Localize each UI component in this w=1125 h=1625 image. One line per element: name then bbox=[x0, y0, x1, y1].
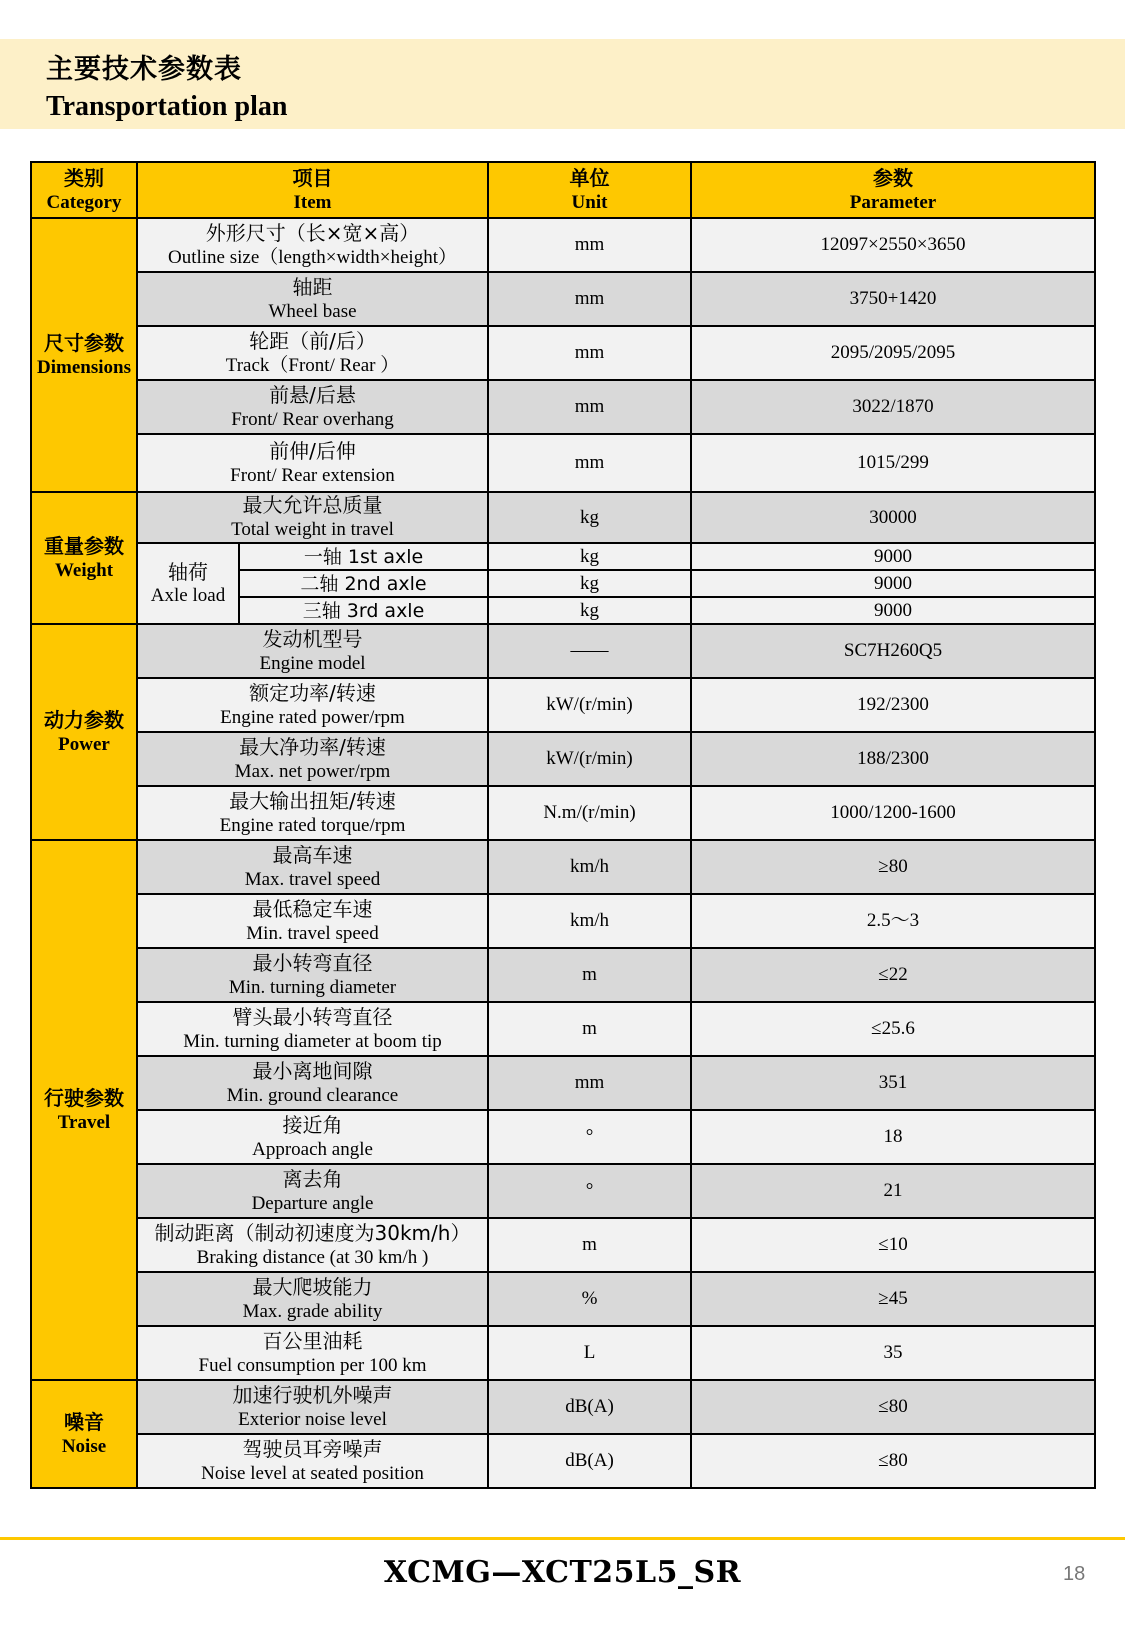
table-row bbox=[31, 678, 1095, 732]
table-row bbox=[31, 1110, 1095, 1164]
page-title-en: Transportation plan bbox=[46, 91, 288, 122]
footer-divider bbox=[0, 1537, 1125, 1540]
table-row bbox=[31, 1326, 1095, 1380]
value-cell: 2.5～3 bbox=[691, 894, 1095, 948]
table-row bbox=[31, 380, 1095, 434]
value-cell: 9000 bbox=[691, 543, 1095, 570]
unit-cell: kW/(r/min) bbox=[488, 732, 691, 786]
unit-cell: mm bbox=[488, 272, 691, 326]
unit-cell: mm bbox=[488, 1056, 691, 1110]
table-header-row bbox=[31, 162, 1095, 218]
page-title-cn: 主要技术参数表 bbox=[46, 54, 242, 85]
table-row bbox=[31, 1056, 1095, 1110]
unit-cell: m bbox=[488, 948, 691, 1002]
value-cell: ≤80 bbox=[691, 1434, 1095, 1488]
unit-cell: kg bbox=[488, 597, 691, 624]
table-row bbox=[31, 894, 1095, 948]
category-dimensions: 尺寸参数 Dimensions bbox=[31, 218, 137, 492]
category-weight: 重量参数 Weight bbox=[31, 492, 137, 624]
item-cell: 最大输出扭矩/转速 Engine rated torque/rpm bbox=[137, 786, 488, 840]
unit-cell: —— bbox=[488, 624, 691, 678]
spec-table bbox=[30, 161, 1096, 1489]
value-cell: 1015/299 bbox=[691, 434, 1095, 492]
value-cell: ≤25.6 bbox=[691, 1002, 1095, 1056]
unit-cell: km/h bbox=[488, 840, 691, 894]
unit-cell: L bbox=[488, 1326, 691, 1380]
value-cell: 188/2300 bbox=[691, 732, 1095, 786]
unit-cell: mm bbox=[488, 434, 691, 492]
col-header-item: 项目 Item bbox=[137, 162, 488, 218]
table-row bbox=[31, 1380, 1095, 1434]
unit-cell: ° bbox=[488, 1164, 691, 1218]
unit-cell: % bbox=[488, 1272, 691, 1326]
unit-cell: km/h bbox=[488, 894, 691, 948]
table-row bbox=[31, 1002, 1095, 1056]
unit-cell: ° bbox=[488, 1110, 691, 1164]
unit-cell: m bbox=[488, 1002, 691, 1056]
value-cell: SC7H260Q5 bbox=[691, 624, 1095, 678]
table-row bbox=[31, 732, 1095, 786]
value-cell: 3750+1420 bbox=[691, 272, 1095, 326]
item-cell: 前伸/后伸 Front/ Rear extension bbox=[137, 434, 488, 492]
item-cell: 最小转弯直径 Min. turning diameter bbox=[137, 948, 488, 1002]
value-cell: 1000/1200-1600 bbox=[691, 786, 1095, 840]
item-cell: 驾驶员耳旁噪声 Noise level at seated position bbox=[137, 1434, 488, 1488]
item-cell: 最大爬坡能力 Max. grade ability bbox=[137, 1272, 488, 1326]
axle-label: 一轴 1st axle bbox=[239, 543, 488, 570]
unit-cell: kW/(r/min) bbox=[488, 678, 691, 732]
axle-label: 二轴 2nd axle bbox=[239, 570, 488, 597]
footer-model-name: XCMG—XCT25L5_SR bbox=[383, 1555, 742, 1590]
unit-cell: kg bbox=[488, 543, 691, 570]
table-row bbox=[31, 326, 1095, 380]
item-cell: 发动机型号 Engine model bbox=[137, 624, 488, 678]
value-cell: 9000 bbox=[691, 597, 1095, 624]
item-cell: 前悬/后悬 Front/ Rear overhang bbox=[137, 380, 488, 434]
table-row bbox=[31, 786, 1095, 840]
value-cell: 12097×2550×3650 bbox=[691, 218, 1095, 272]
table-row bbox=[31, 1218, 1095, 1272]
table-row bbox=[31, 492, 1095, 543]
unit-cell: mm bbox=[488, 218, 691, 272]
axle-load-label: 轴荷 Axle load bbox=[137, 543, 239, 624]
value-cell: ≤10 bbox=[691, 1218, 1095, 1272]
item-cell: 加速行驶机外噪声 Exterior noise level bbox=[137, 1380, 488, 1434]
col-header-parameter: 参数 Parameter bbox=[691, 162, 1095, 218]
category-travel: 行驶参数 Travel bbox=[31, 840, 137, 1380]
unit-cell: dB(A) bbox=[488, 1380, 691, 1434]
table-row bbox=[31, 1164, 1095, 1218]
value-cell: 30000 bbox=[691, 492, 1095, 543]
table-row bbox=[31, 948, 1095, 1002]
table-row bbox=[31, 543, 1095, 570]
item-cell: 最大允许总质量 Total weight in travel bbox=[137, 492, 488, 543]
item-cell: 最小离地间隙 Min. ground clearance bbox=[137, 1056, 488, 1110]
table-row bbox=[31, 624, 1095, 678]
item-cell: 最低稳定车速 Min. travel speed bbox=[137, 894, 488, 948]
value-cell: 192/2300 bbox=[691, 678, 1095, 732]
unit-cell: N.m/(r/min) bbox=[488, 786, 691, 840]
item-cell: 最高车速 Max. travel speed bbox=[137, 840, 488, 894]
value-cell: 2095/2095/2095 bbox=[691, 326, 1095, 380]
value-cell: ≥80 bbox=[691, 840, 1095, 894]
unit-cell: mm bbox=[488, 380, 691, 434]
value-cell: 18 bbox=[691, 1110, 1095, 1164]
item-cell: 最大净功率/转速 Max. net power/rpm bbox=[137, 732, 488, 786]
value-cell: 21 bbox=[691, 1164, 1095, 1218]
value-cell: ≤22 bbox=[691, 948, 1095, 1002]
item-cell: 外形尺寸（长×宽×高） Outline size（length×width×height） bbox=[137, 218, 488, 272]
table-row bbox=[31, 1434, 1095, 1488]
item-cell: 臂头最小转弯直径 Min. turning diameter at boom tip bbox=[137, 1002, 488, 1056]
item-cell: 轴距 Wheel base bbox=[137, 272, 488, 326]
table-row bbox=[31, 434, 1095, 492]
unit-cell: kg bbox=[488, 570, 691, 597]
unit-cell: mm bbox=[488, 326, 691, 380]
value-cell: 35 bbox=[691, 1326, 1095, 1380]
table-row bbox=[31, 272, 1095, 326]
table-row bbox=[31, 1272, 1095, 1326]
unit-cell: m bbox=[488, 1218, 691, 1272]
value-cell: ≤80 bbox=[691, 1380, 1095, 1434]
page-number: 18 bbox=[1063, 1563, 1086, 1585]
item-cell: 轮距（前/后） Track（Front/ Rear ） bbox=[137, 326, 488, 380]
item-cell: 制动距离（制动初速度为30km/h） Braking distance (at 30 km/h ) bbox=[137, 1218, 488, 1272]
value-cell: 3022/1870 bbox=[691, 380, 1095, 434]
col-header-category: 类别 Category bbox=[31, 162, 137, 218]
unit-cell: kg bbox=[488, 492, 691, 543]
item-cell: 接近角 Approach angle bbox=[137, 1110, 488, 1164]
axle-label: 三轴 3rd axle bbox=[239, 597, 488, 624]
value-cell: 351 bbox=[691, 1056, 1095, 1110]
value-cell: 9000 bbox=[691, 570, 1095, 597]
table-row bbox=[31, 840, 1095, 894]
category-power: 动力参数 Power bbox=[31, 624, 137, 840]
table-row bbox=[31, 218, 1095, 272]
item-cell: 百公里油耗 Fuel consumption per 100 km bbox=[137, 1326, 488, 1380]
item-cell: 离去角 Departure angle bbox=[137, 1164, 488, 1218]
item-cell: 额定功率/转速 Engine rated power/rpm bbox=[137, 678, 488, 732]
col-header-unit: 单位 Unit bbox=[488, 162, 691, 218]
unit-cell: dB(A) bbox=[488, 1434, 691, 1488]
value-cell: ≥45 bbox=[691, 1272, 1095, 1326]
category-noise: 噪音 Noise bbox=[31, 1380, 137, 1488]
